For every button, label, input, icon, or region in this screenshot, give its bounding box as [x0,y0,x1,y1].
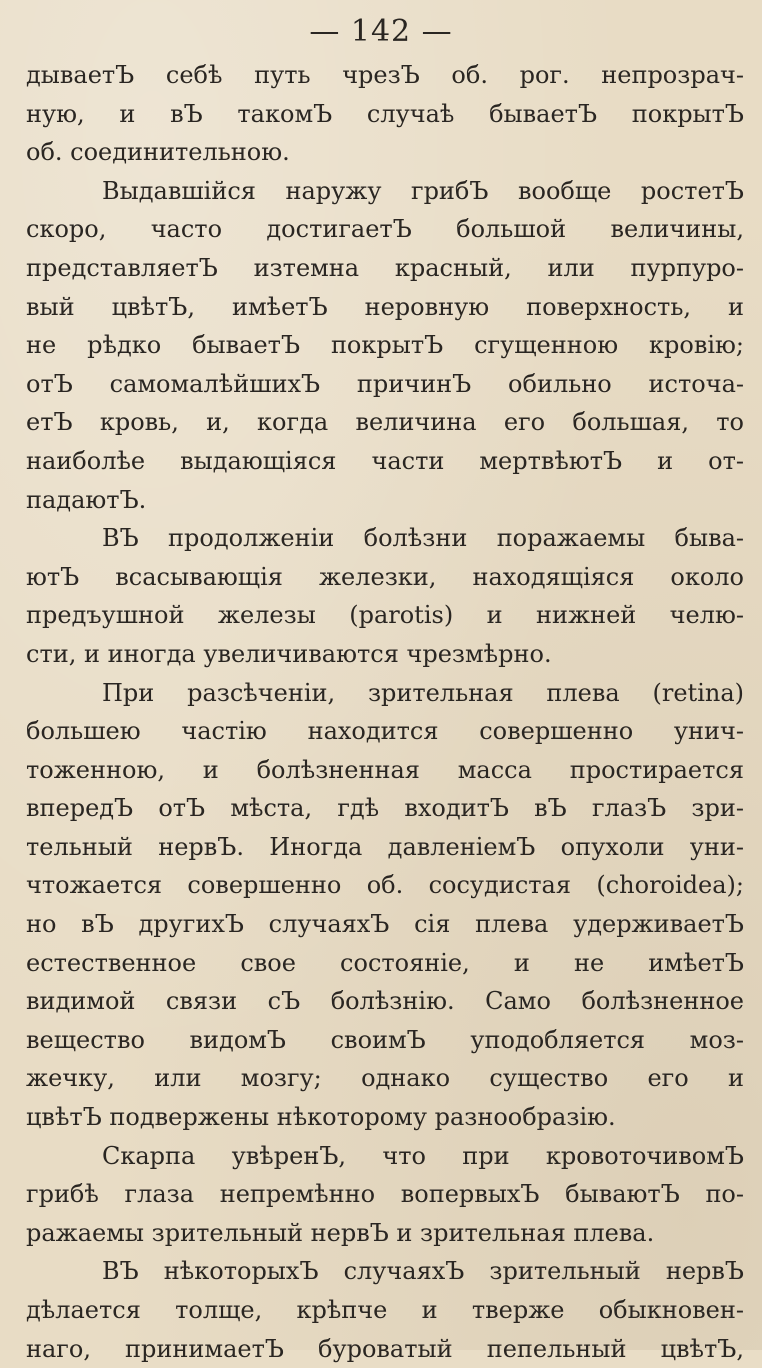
text-line: грибѣ глаза непремѣнно вопервыхЪ бываютЪ по- [26,1180,744,1209]
text-line: об. соединительною. [26,138,290,167]
page-number: — 142 — [309,14,453,49]
text-line: но вЪ другихЪ случаяхЪ сія плева удерживаетЪ [26,910,744,939]
text-line: наиболѣе выдающіяся части мертвѣютЪ и от- [26,446,744,475]
text-line: падаютЪ. [26,485,147,514]
text-line: дѣлается толще, крѣпче и тверже обыкновен- [26,1296,744,1324]
page-body-text [26,56,744,1368]
text-line: жечку, или мозгу; однако существо его и [26,1064,744,1093]
text-line: дываетЪ себѣ путь чрезЪ об. рог. непрозрач- [26,61,744,89]
text-line: большею частію находится совершенно унич- [26,717,744,746]
text-line: етЪ кровь, и, когда величина его большая, то [26,408,744,437]
text-line: ютЪ всасывающія железки, находящіяся около [26,562,744,591]
text-line: тоженною, и болѣзненная масса простирается [26,755,744,784]
text-line: При разсѣченіи, зрительная плева (retina) [102,678,744,707]
text-line: наго, принимаетЪ буроватый пепельный цвѣтЪ, [26,1334,744,1363]
text-line: ную, и вЪ такомЪ случаѣ бываетЪ покрытЪ [26,99,744,128]
text-line: сти, и иногда увеличиваются чрезмѣрно. [26,639,552,668]
text-line: вый цвѣтЪ, имѣетЪ неровную поверхность, и [26,292,744,321]
text-line: тельный нервЪ. Иногда давленіемЪ опухоли уни- [26,832,744,861]
text-line: скоро, часто достигаетЪ большой величины, [26,215,744,244]
text-line: чтожается совершенно об. сосудистая (choroidea); [26,871,744,900]
text-line: отЪ самомалѣйшихЪ причинЪ обильно источа- [26,369,744,398]
text-line: естественное свое состояніе, и не имѣетЪ [26,948,744,977]
text-line: цвѣтЪ подвержены нѣкоторому разнообразію. [26,1103,616,1132]
text-line: ражаемы зрительный нервЪ и зрительная плева. [26,1218,655,1247]
text-line: видимой связи сЪ болѣзнію. Само болѣзненное [26,987,744,1016]
text-line: предъушной железы (parotis) и нижней челю- [26,601,744,630]
text-line: Выдавшійся наружу грибЪ вообще ростетЪ [102,176,744,205]
text-line: вещество видомЪ своимЪ уподобляется моз- [26,1025,744,1054]
text-line: не рѣдко бываетЪ покрытЪ сгущенною кровію; [26,331,744,360]
text-line: ВЪ продолженіи болѣзни поражаемы быва- [102,524,744,553]
text-line: Скарпа увѣренЪ, что при кровоточивомЪ [102,1141,744,1170]
text-line: впередЪ отЪ мѣста, гдѣ входитЪ вЪ глазЪ зри- [26,794,744,823]
text-line: ВЪ нѣкоторыхЪ случаяхЪ зрительный нервЪ [102,1257,744,1286]
text-line: представляетЪ изтемна красный, или пурпуро- [26,253,744,282]
